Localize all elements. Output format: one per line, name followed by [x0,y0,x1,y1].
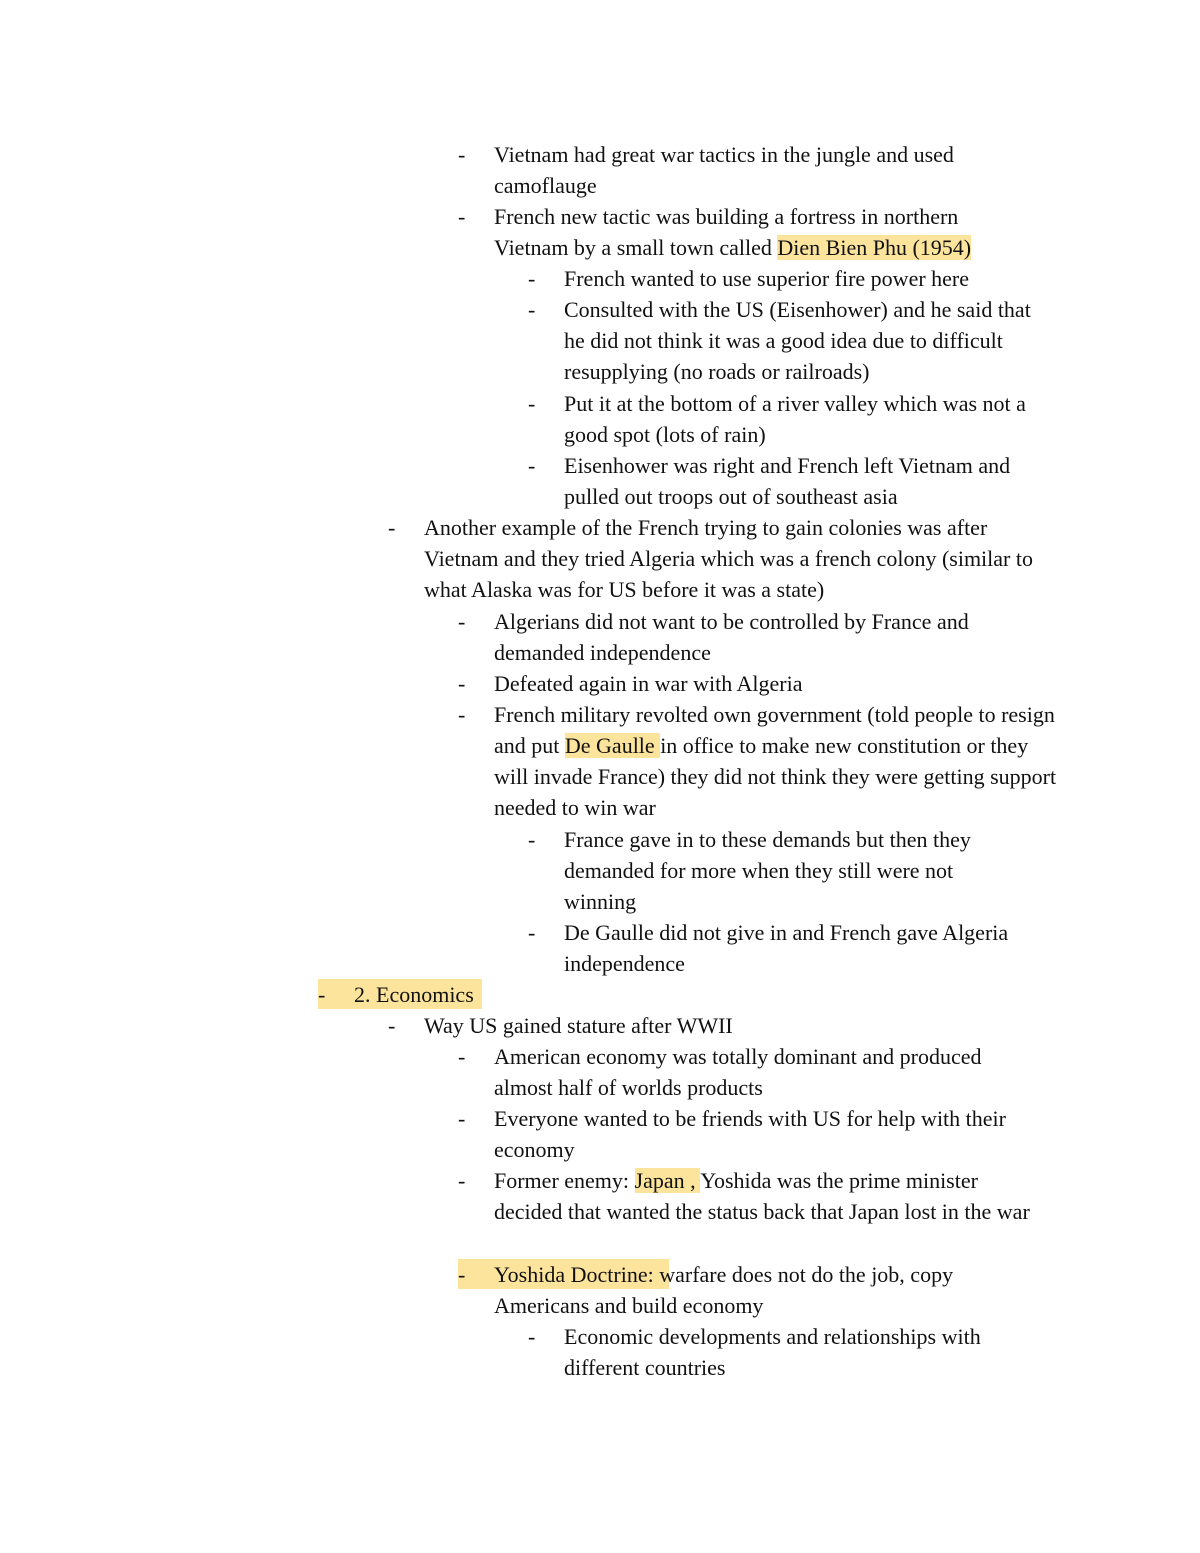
bullet-dash: - [528,1324,536,1349]
bullet-dash: - [388,515,396,540]
list-item [528,388,1068,450]
list-item-text: Way US gained stature after WWII [424,1013,733,1038]
section-heading-text: 2. Economics [354,982,474,1007]
list-item [528,450,1068,512]
highlighted-term: De Gaulle [564,733,661,758]
list-item-text: French wanted to use superior fire power here [564,266,970,291]
bullet-dash: - [528,266,536,291]
highlighted-term: Dien Bien Phu (1954) [777,235,972,260]
list-item-text: Everyone wanted to be friends with US for help with their economy [494,1106,1006,1162]
bullet-dash: - [458,1168,466,1193]
list-item-text: Former enemy: Japan , Yoshida was the prime minister decided that wanted the status back that Japan lost in the war [494,1168,1030,1224]
list-item-text: Economic developments and relationships with different countries [564,1324,981,1380]
bullet-dash: - [458,142,466,167]
bullet-dash: - [458,204,466,229]
bullet-dash: - [318,982,326,1007]
list-item [458,1041,1058,1103]
list-item [458,699,1068,823]
list-item-text: France gave in to these demands but then they demanded for more when they still were not winning [564,827,971,914]
list-item [528,263,1068,294]
list-item [458,139,1058,201]
section-heading [318,979,482,1009]
list-item [458,1103,1058,1165]
list-item [528,917,1068,979]
list-item [458,1165,1058,1227]
bullet-dash: - [458,609,466,634]
list-item [528,1321,1068,1383]
list-item-text: French military revolted own government (told people to resign and put De Gaulle in office to make new constitution or they will invade France) they did not think they were getting support needed to win war [494,702,1057,820]
list-item-text: American economy was totally dominant and produced almost half of worlds products [494,1044,982,1100]
highlighted-term: Japan , [634,1168,701,1193]
list-item-text: Another example of the French trying to gain colonies was after Vietnam and they tried Algeria which was a french colony (similar to what Alaska was for US before it was a state) [424,515,1033,602]
list-item-text: Defeated again in war with Algeria [494,671,803,696]
list-item [388,1010,1068,1041]
list-item-text: Vietnam had great war tactics in the jungle and used camoflauge [494,142,954,198]
bullet-dash: - [528,453,536,478]
list-item [528,294,1068,387]
bullet-dash: - [528,920,536,945]
list-item-text: Consulted with the US (Eisenhower) and he said that he did not think it was a good idea due to difficult resupplying (no roads or railroads) [564,297,1031,384]
list-item-text: Algerians did not want to be controlled by France and demanded independence [494,609,969,665]
list-item [458,1259,1058,1321]
list-item [528,824,1068,917]
bullet-dash: - [528,827,536,852]
bullet-dash: - [458,1044,466,1069]
list-item [458,606,1058,668]
bullet-dash: - [458,1106,466,1131]
list-item [458,668,1058,699]
list-item-text: French new tactic was building a fortress in northern Vietnam by a small town called Dien Bien Phu (1954) [494,204,972,260]
list-item-text: Put it at the bottom of a river valley which was not a good spot (lots of rain) [564,391,1026,447]
list-item-text: De Gaulle did not give in and French gave Algeria independence [564,920,1009,976]
bullet-dash: - [458,1262,466,1287]
bullet-dash: - [458,702,466,727]
bullet-dash: - [528,391,536,416]
list-item-text: Yoshida Doctrine: warfare does not do the job, copy Americans and build economy [494,1262,954,1318]
highlighted-term: Yoshida Doctrine: [494,1262,654,1287]
list-item [458,201,1058,263]
bullet-dash: - [528,297,536,322]
list-item [388,512,1068,605]
bullet-dash: - [388,1013,396,1038]
list-item-text: Eisenhower was right and French left Vietnam and pulled out troops out of southeast asia [564,453,1011,509]
bullet-dash: - [458,671,466,696]
